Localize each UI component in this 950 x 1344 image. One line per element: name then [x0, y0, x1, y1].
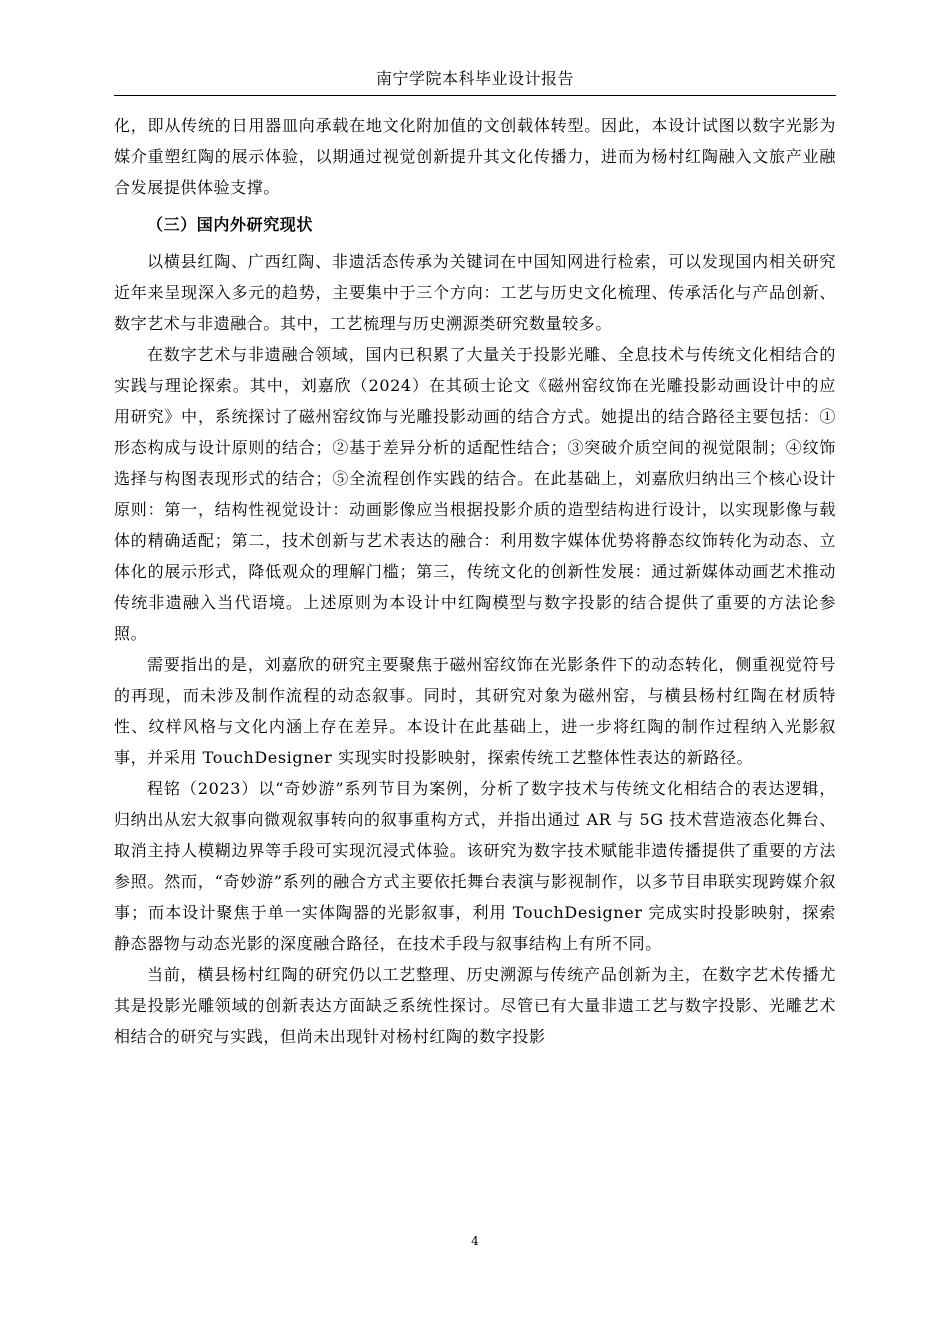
paragraph-continuation: 化，即从传统的日用器皿向承载在地文化附加值的文创载体转型。因此，本设计试图以数字光影为媒介重塑红陶的展示体验，以期通过视觉创新提升其文化传播力，进而为杨村红陶融入文旅产业融合发展提供体验支撑。	[114, 116, 836, 197]
header-divider	[114, 95, 836, 96]
paragraph-current-status: 当前，横县杨村红陶的研究仍以工艺整理、历史溯源与传统产品创新为主，在数字艺术传播尤其是投影光雕领域的创新表达方面缺乏系统性探讨。尽管已有大量非遗工艺与数字投影、光雕艺术相结合的研究与实践，但尚未出现针对杨村红陶的数字投影	[114, 965, 836, 1046]
document-body	[114, 110, 836, 1052]
paragraph-qimiaoyou-case: 程铭（2023）以“奇妙游”系列节目为案例，分析了数字技术与传统文化相结合的表达逻辑，归纳出从宏大叙事向微观叙事转向的叙事重构方式，并指出通过 AR 与 5G 技术营造液态化舞台、取消主持人模糊边界等手段可实现沉浸式体验。该研究为数字技术赋能非遗传播提供了重要的方法参照。然而，“奇妙游”系列的融合方式主要依托舞台表演与影视制作，以多节目串联实现跨媒介叙事；而本设计聚焦于单一实体陶器的光影叙事，利用 TouchDesigner 完成实时投影映射，探索静态器物与动态光影的深度融合路径，在技术手段与叙事结构上有所不同。	[114, 779, 836, 953]
page-number: 4	[471, 1234, 479, 1248]
section-heading: （三）国内外研究现状	[147, 215, 314, 234]
paragraph-research-gap: 需要指出的是，刘嘉欣的研究主要聚焦于磁州窑纹饰在光影条件下的动态转化，侧重视觉符号的再现，而未涉及制作流程的动态叙事。同时，其研究对象为磁州窑，与横县杨村红陶在材质特性、纹样风格与文化内涵上存在差异。本设计在此基础上，进一步将红陶的制作过程纳入光影叙事，并采用 TouchDesigner 实现实时投影映射，探索传统工艺整体性表达的新路径。	[114, 655, 836, 767]
paragraph-research-overview: 以横县红陶、广西红陶、非遗活态传承为关键词在中国知网进行检索，可以发现国内相关研究近年来呈现深入多元的趋势，主要集中于三个方向：工艺与历史文化梳理、传承活化与产品创新、数字艺术与非遗融合。其中，工艺梳理与历史溯源类研究数量较多。	[114, 252, 836, 333]
paragraph-digital-art-fusion: 在数字艺术与非遗融合领域，国内已积累了大量关于投影光雕、全息技术与传统文化相结合的实践与理论探索。其中，刘嘉欣（2024）在其硕士论文《磁州窑纹饰在光雕投影动画设计中的应用研究》中，系统探讨了磁州窑纹饰与光雕投影动画的结合方式。她提出的结合路径主要包括：①形态构成与设计原则的结合；②基于差异分析的适配性结合；③突破介质空间的视觉限制；④纹饰选择与构图表现形式的结合；⑤全流程创作实践的结合。在此基础上，刘嘉欣归纳出三个核心设计原则：第一，结构性视觉设计：动画影像应当根据投影介质的造型结构进行设计，以实现影像与载体的精确适配；第二，技术创新与艺术表达的融合：利用数字媒体优势将静态纹饰转化为动态、立体化的展示形式，降低观众的理解门槛；第三，传统文化的创新性发展：通过新媒体动画艺术推动传统非遗融入当代语境。上述原则为本设计中红陶模型与数字投影的结合提供了重要的方法论参照。	[114, 345, 836, 643]
page-header-title: 南宁学院本科毕业设计报告	[375, 69, 574, 88]
